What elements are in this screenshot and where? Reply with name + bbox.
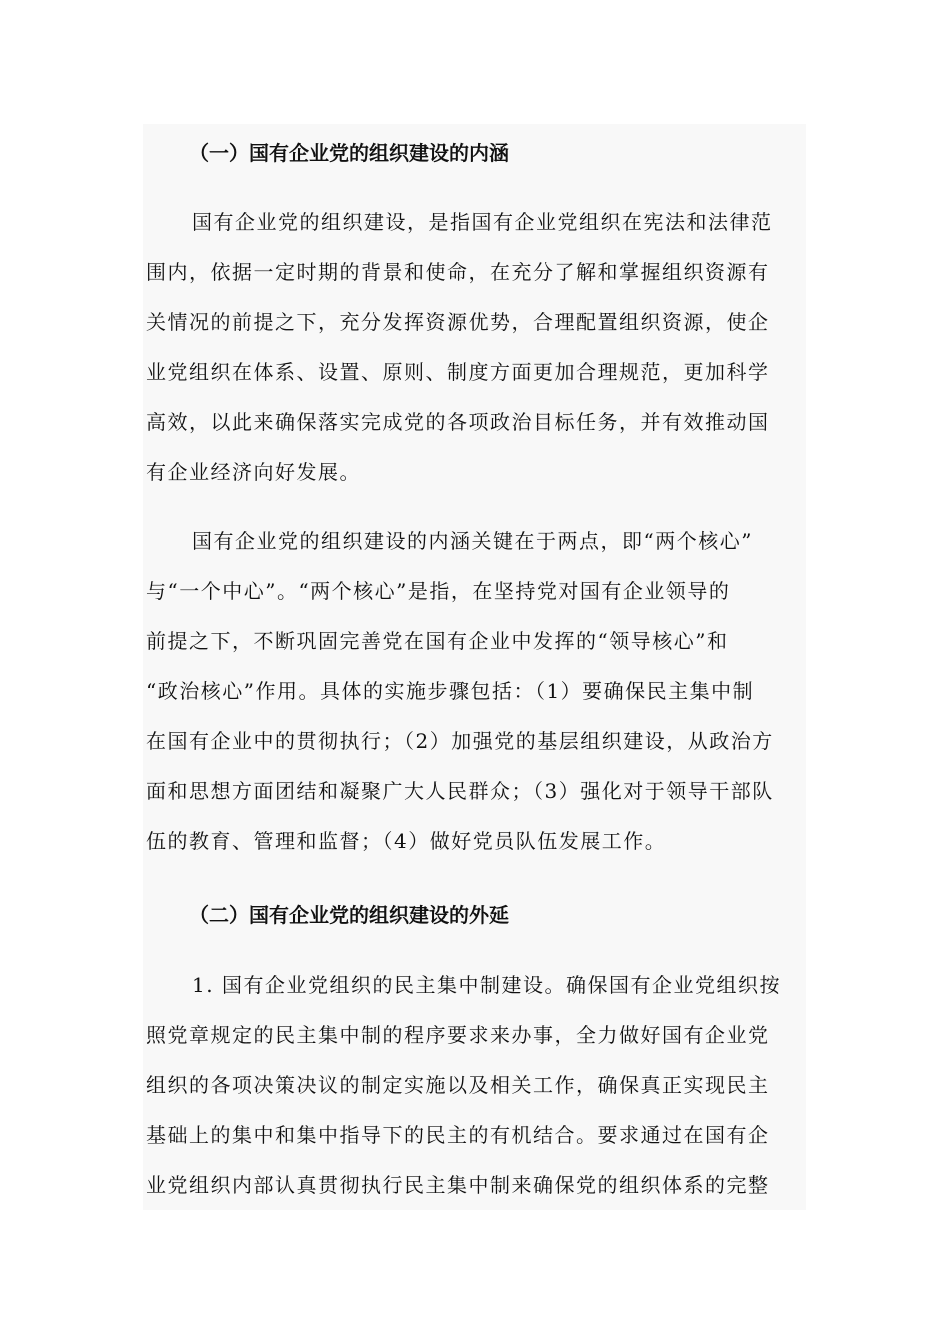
paragraph-line: 围内，依据一定时期的背景和使命，在充分了解和掌握组织资源有 [146,260,770,284]
paragraph-line: 1. 国有企业党组织的民主集中制建设。确保国有企业党组织按 [192,973,781,997]
paragraph-line: 基础上的集中和集中指导下的民主的有机结合。要求通过在国有企 [146,1123,770,1147]
paragraph-line: 组织的各项决策决议的制定实施以及相关工作，确保真正实现民主 [146,1073,770,1097]
paragraph-line: 面和思想方面团结和凝聚广大人民群众；（3）强化对于领导干部队 [146,779,774,803]
document-page [143,124,806,1210]
section-heading-1: （一）国有企业党的组织建设的内涵 [189,141,509,165]
paragraph-line: 业党组织内部认真贯彻执行民主集中制来确保党的组织体系的完整 [146,1173,770,1197]
paragraph-line: 在国有企业中的贯彻执行；（2）加强党的基层组织建设，从政治方 [146,729,774,753]
paragraph-line: 前提之下，不断巩固完善党在国有企业中发挥的“领导核心”和 [146,629,729,653]
paragraph-3 [146,960,806,1210]
paragraph-line: 高效，以此来确保落实完成党的各项政治目标任务，并有效推动国 [146,410,770,434]
paragraph-line: 业党组织在体系、设置、原则、制度方面更加合理规范，更加科学 [146,360,770,384]
paragraph-line: 关情况的前提之下，充分发挥资源优势，合理配置组织资源，使企 [146,310,770,334]
paragraph-line: “政治核心”作用。具体的实施步骤包括：（1）要确保民主集中制 [146,679,755,703]
paragraph-1 [146,197,806,497]
paragraph-line: 与“一个中心”。“两个核心”是指，在坚持党对国有企业领导的 [146,579,731,603]
paragraph-line: 国有企业党的组织建设的内涵关键在于两点，即“两个核心” [192,529,753,553]
section-heading-2: （二）国有企业党的组织建设的外延 [189,903,509,927]
paragraph-2 [146,516,806,866]
paragraph-line: 照党章规定的民主集中制的程序要求来办事，全力做好国有企业党 [146,1023,770,1047]
paragraph-line: 伍的教育、管理和监督；（4）做好党员队伍发展工作。 [146,829,667,853]
paragraph-line: 国有企业党的组织建设，是指国有企业党组织在宪法和法律范 [192,210,773,234]
paragraph-line: 有企业经济向好发展。 [146,460,361,484]
